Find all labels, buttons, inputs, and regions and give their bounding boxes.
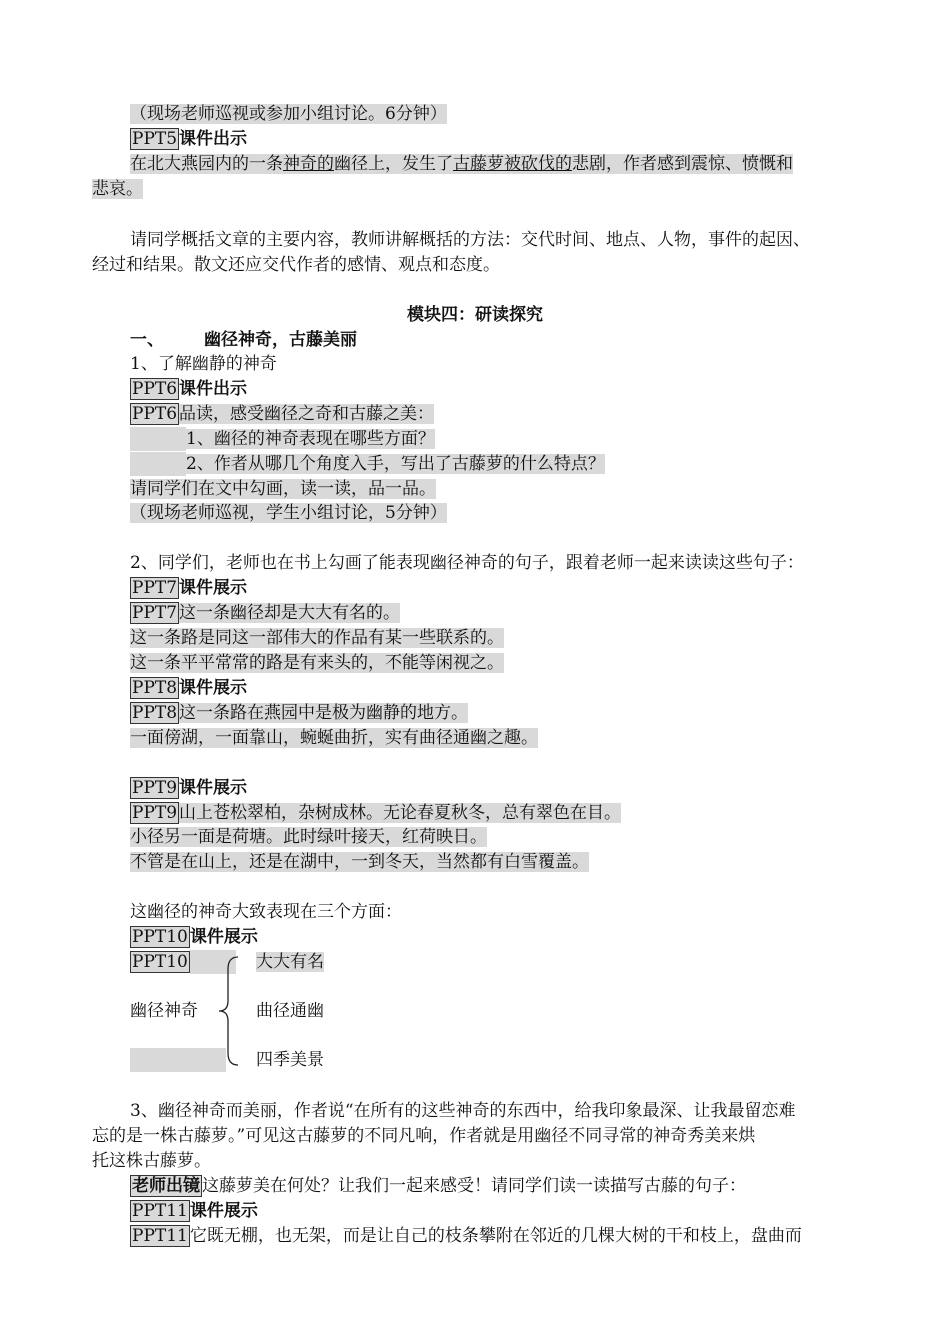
ppt8-sentence-2: 一面傍湖，一面靠山，蜿蜒曲折，实有曲径通幽之趣。 [130,728,538,748]
supervision-note-1: （现场老师巡视或参加小组讨论。6分钟） [130,104,447,124]
branch-2: 曲径通幽 [256,1001,324,1021]
curly-brace [214,955,244,1067]
branch-3: 四季美景 [256,1050,324,1070]
branch-1: 大大有名 [256,952,324,972]
ppt-tag: PPT5 [132,129,178,149]
diagram-root: 幽径神奇 [130,1001,198,1021]
summary-paragraph-line2: 悲哀。 [92,179,143,199]
module-heading: 模块四：研读探究 [407,305,543,325]
ppt7-sentence-2: 这一条路是同这一部伟大的作品有某一些联系的。 [130,628,504,648]
ppt7-sentence-3: 这一条平平常常的路是有来头的，不能等闲视之。 [130,653,504,673]
ppt6-question-2: 2、作者从哪几个角度入手，写出了古藤萝的什么特点？ [130,452,605,476]
method-paragraph-line2: 经过和结果。散文还应交代作者的感情、观点和态度。 [92,255,500,275]
method-paragraph-line1: 请同学概括文章的主要内容，教师讲解概括的方法：交代时间、地点、人物，事件的起因、 [130,230,810,250]
teacher-on-camera: 老师出镜 这藤萝美在何处？让我们一起来感受！请同学们读一读描写古藤的句子： [132,1176,746,1196]
ppt9-sentence-2: 小径另一面是荷塘。此时绿叶接天，红荷映日。 [130,827,487,847]
ppt5-heading: PPT5 课件出示 [132,129,248,149]
ppt8-heading: PPT8 课件展示 [132,678,248,698]
supervision-note-2: （现场老师巡视，学生小组讨论，5分钟） [130,503,447,523]
item-2: 2、同学们，老师也在书上勾画了能表现幽径神奇的句子，跟着老师一起来读读这些句子： [130,553,804,573]
ppt6-question-1: 1、幽径的神奇表现在哪些方面？ [130,427,435,451]
item-3-line2: 忘的是一株古藤萝。”可见这古藤萝的不同凡响，作者就是用幽径不同寻常的神奇秀美来烘 [92,1126,756,1146]
ppt11-heading: PPT11 课件展示 [132,1201,258,1221]
ppt10-tag-row: PPT10 [130,950,236,974]
draw-instruction: 请同学们在文中勾画，读一读，品一品。 [130,479,436,499]
diagram-bottom-shade [130,1048,226,1072]
three-aspects-intro: 这幽径的神奇大致表现在三个方面： [130,902,402,922]
section-heading: 一、 幽径神奇，古藤美丽 [130,330,357,350]
ppt6-heading: PPT6 课件出示 [132,379,248,399]
ppt8-sentence-1: PPT8 这一条路在燕园中是极为幽静的地方。 [132,703,469,723]
item-1: 1、了解幽静的神奇 [130,354,277,374]
ppt11-text: PPT11 它既无棚，也无架，而是让自己的枝条攀附在邻近的几棵大树的干和枝上，盘曲而 [132,1226,802,1246]
item-3-line1: 3、幽径神奇而美丽，作者说“在所有的这些神奇的东西中，给我印象最深、让我最留恋难 [130,1101,796,1121]
ppt9-heading: PPT9 课件展示 [132,778,248,798]
ppt9-sentence-1: PPT9 山上苍松翠柏，杂树成林。无论春夏秋冬，总有翠色在目。 [132,803,622,823]
ppt7-sentence-1: PPT7 这一条幽径却是大大有名的。 [132,603,401,623]
summary-paragraph-line1: 在北大燕园内的一条神奇的幽径上，发生了古藤萝被砍伐的悲剧，作者感到震惊、愤慨和 [130,154,793,174]
item-3-line3: 托这株古藤萝。 [92,1151,211,1171]
ppt7-heading: PPT7 课件展示 [132,578,248,598]
ppt10-heading: PPT10 课件展示 [132,927,258,947]
ppt9-sentence-3: 不管是在山上，还是在湖中，一到冬天，当然都有白雪覆盖。 [130,852,589,872]
ppt6-text: PPT6 品读，感受幽径之奇和古藤之美： [132,404,435,424]
